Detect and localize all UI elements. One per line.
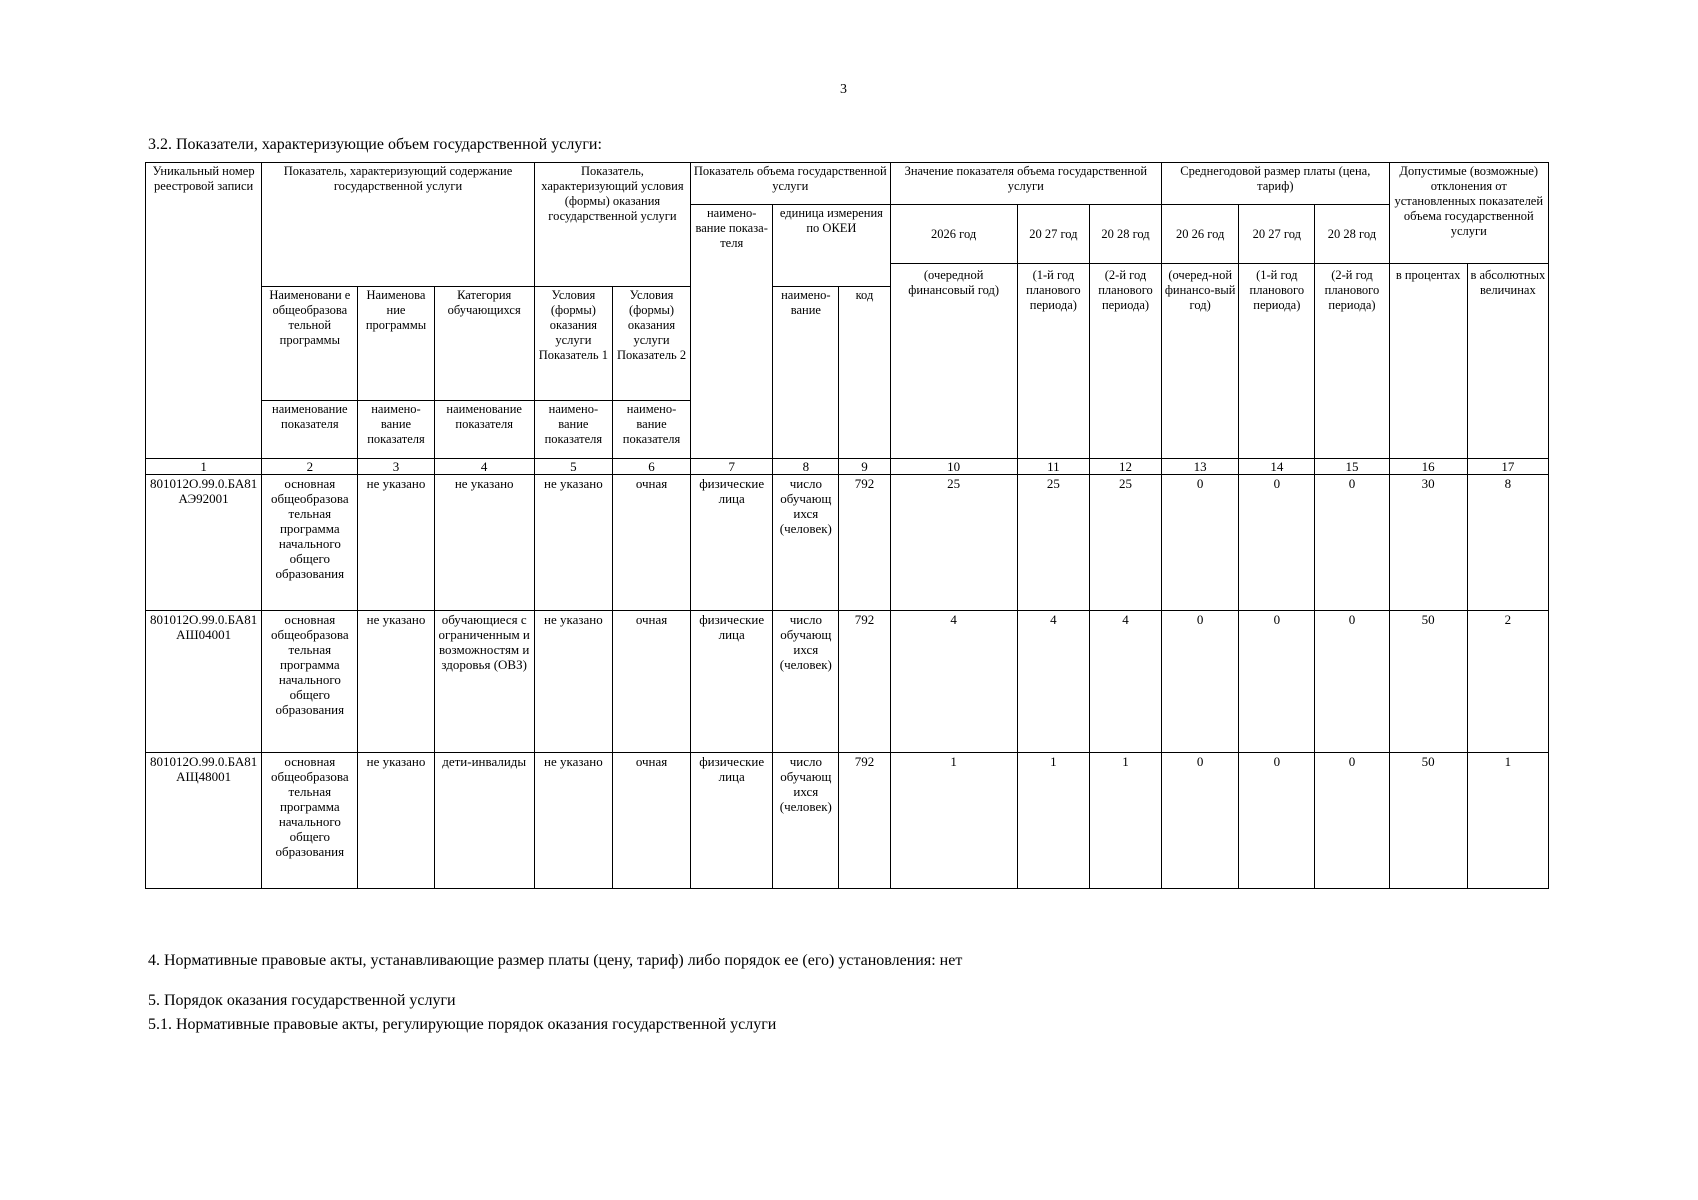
header-deviation-group: Допустимые (возможные) отклонения от установленных показателей объема государственной услуги — [1389, 163, 1548, 264]
table-cell: 0 — [1315, 611, 1389, 753]
table-cell: 0 — [1315, 475, 1389, 611]
header-okei-code: код — [839, 287, 890, 459]
table-cell: 0 — [1162, 753, 1239, 889]
column-number-cell: 9 — [839, 459, 890, 475]
header-year-2027: 20 27 год — [1017, 205, 1089, 264]
table-row — [146, 475, 1549, 611]
table-cell: не указано — [534, 611, 612, 753]
column-number-cell: 1 — [146, 459, 262, 475]
column-number-row — [146, 459, 1549, 475]
table-cell: 801012О.99.0.БА81АЭ92001 — [146, 475, 262, 611]
table-cell: 792 — [839, 475, 890, 611]
table-cell: число обучающ ихся (человек) — [773, 475, 839, 611]
page-number: 3 — [840, 82, 847, 97]
table-cell: число обучающ ихся (человек) — [773, 611, 839, 753]
table-cell: не указано — [358, 475, 434, 611]
header-fee-period-second: (2-й год планового периода) — [1315, 264, 1389, 459]
header-content-indicator: Показатель, характеризующий содержание государственной услуги — [262, 163, 535, 287]
header-fee-group: Среднегодовой размер платы (цена, тариф) — [1162, 163, 1389, 205]
table-cell: 8 — [1467, 475, 1548, 611]
header-deviation-absolute: в абсолютных величинах — [1467, 264, 1548, 459]
header-period-current: (очередной финансовый год) — [890, 264, 1017, 459]
column-number-cell: 16 — [1389, 459, 1467, 475]
volume-indicators-table — [145, 162, 1549, 889]
table-cell: 25 — [1089, 475, 1161, 611]
table-cell: 50 — [1389, 753, 1467, 889]
table-cell: обучающиеся с ограниченным и возможностям и здоровья (ОВЗ) — [434, 611, 534, 753]
table-cell: 0 — [1162, 475, 1239, 611]
header-year-2028: 20 28 год — [1089, 205, 1161, 264]
table-cell: не указано — [358, 611, 434, 753]
table-cell: не указано — [358, 753, 434, 889]
header-period-second: (2-й год планового периода) — [1089, 264, 1161, 459]
table-cell: физические лица — [691, 611, 773, 753]
column-number-cell: 6 — [612, 459, 690, 475]
header-year-2026: 2026 год — [890, 205, 1017, 264]
table-cell: 801012О.99.0.БА81АШ04001 — [146, 611, 262, 753]
table-cell: очная — [612, 753, 690, 889]
table-cell: 25 — [890, 475, 1017, 611]
table-cell: 1 — [1467, 753, 1548, 889]
header-fee-period-first: (1-й год планового периода) — [1239, 264, 1315, 459]
column-number-cell: 3 — [358, 459, 434, 475]
column-number-cell: 14 — [1239, 459, 1315, 475]
header-indicator-name: наимено-вание показателя — [358, 401, 434, 459]
table-cell: основная общеобразова тельная программа начального общего образования — [262, 475, 358, 611]
table-cell: число обучающ ихся (человек) — [773, 753, 839, 889]
table-cell: 792 — [839, 611, 890, 753]
column-number-cell: 11 — [1017, 459, 1089, 475]
column-number-cell: 12 — [1089, 459, 1161, 475]
header-program: Наименова ние программы — [358, 287, 434, 401]
column-number-cell: 7 — [691, 459, 773, 475]
column-number-cell: 2 — [262, 459, 358, 475]
table-cell: 4 — [1017, 611, 1089, 753]
table-cell: 4 — [1089, 611, 1161, 753]
table-cell: не указано — [534, 475, 612, 611]
header-value-group: Значение показателя объема государственной услуги — [890, 163, 1162, 205]
table-cell: очная — [612, 611, 690, 753]
table-cell: 0 — [1315, 753, 1389, 889]
header-volume-name: наимено-вание показа-теля — [691, 205, 773, 459]
table-cell: 0 — [1239, 475, 1315, 611]
table-row — [146, 753, 1549, 889]
header-program-name: Наименовани е общеобразова тельной программы — [262, 287, 358, 401]
table-cell: основная общеобразова тельная программа начального общего образования — [262, 611, 358, 753]
table-cell: не указано — [534, 753, 612, 889]
header-fee-year-2026: 20 26 год — [1162, 205, 1239, 264]
table-cell: 801012О.99.0.БА81АЩ48001 — [146, 753, 262, 889]
header-indicator-name: наимено-вание показателя — [534, 401, 612, 459]
header-period-first: (1-й год планового периода) — [1017, 264, 1089, 459]
paragraph-4-fees: 4. Нормативные правовые акты, устанавливающие размер платы (цену, тариф) либо порядок ее (его) установления: нет — [148, 952, 963, 969]
header-okei-unit: единица измерения по ОКЕИ — [773, 205, 890, 287]
header-volume-indicator: Показатель объема государственной услуги — [691, 163, 890, 205]
header-fee-period-current: (очеред-ной финансо-вый год) — [1162, 264, 1239, 459]
column-number-cell: 15 — [1315, 459, 1389, 475]
table-cell: 1 — [1089, 753, 1161, 889]
table-cell: дети-инвалиды — [434, 753, 534, 889]
section-heading: 3.2. Показатели, характеризующие объем государственной услуги: — [148, 136, 602, 153]
table-cell: 792 — [839, 753, 890, 889]
header-condition-2: Условия (формы) оказания услуги Показатель 2 — [612, 287, 690, 401]
table-cell: 30 — [1389, 475, 1467, 611]
table-cell: 1 — [890, 753, 1017, 889]
column-number-cell: 17 — [1467, 459, 1548, 475]
header-fee-year-2027: 20 27 год — [1239, 205, 1315, 264]
header-conditions-indicator: Показатель, характеризующий условия (формы) оказания государственной услуги — [534, 163, 690, 287]
header-okei-name: наимено-вание — [773, 287, 839, 459]
table-row — [146, 611, 1549, 753]
table-cell: основная общеобразова тельная программа начального общего образования — [262, 753, 358, 889]
header-deviation-percent: в процентах — [1389, 264, 1467, 459]
table-cell: физические лица — [691, 475, 773, 611]
header-registry-number: Уникальный номер реестровой записи — [146, 163, 262, 459]
table-cell: 0 — [1239, 611, 1315, 753]
paragraph-5-procedure: 5. Порядок оказания государственной услуги — [148, 992, 456, 1009]
paragraph-5-1-legal-acts: 5.1. Нормативные правовые акты, регулирующие порядок оказания государственной услуги — [148, 1016, 777, 1033]
table-cell: 0 — [1239, 753, 1315, 889]
table-cell: физические лица — [691, 753, 773, 889]
header-condition-1: Условия (формы) оказания услуги Показатель 1 — [534, 287, 612, 401]
table-cell: 4 — [890, 611, 1017, 753]
table-cell: 0 — [1162, 611, 1239, 753]
table-cell: 25 — [1017, 475, 1089, 611]
column-number-cell: 10 — [890, 459, 1017, 475]
table-cell: 2 — [1467, 611, 1548, 753]
header-indicator-name: наименование показателя — [434, 401, 534, 459]
table-cell: 50 — [1389, 611, 1467, 753]
header-indicator-name: наименование показателя — [262, 401, 358, 459]
column-number-cell: 13 — [1162, 459, 1239, 475]
column-number-cell: 8 — [773, 459, 839, 475]
column-number-cell: 4 — [434, 459, 534, 475]
table-cell: очная — [612, 475, 690, 611]
table-cell: 1 — [1017, 753, 1089, 889]
header-category: Категория обучающихся — [434, 287, 534, 401]
header-indicator-name: наимено-вание показателя — [612, 401, 690, 459]
column-number-cell: 5 — [534, 459, 612, 475]
table-cell: не указано — [434, 475, 534, 611]
header-fee-year-2028: 20 28 год — [1315, 205, 1389, 264]
